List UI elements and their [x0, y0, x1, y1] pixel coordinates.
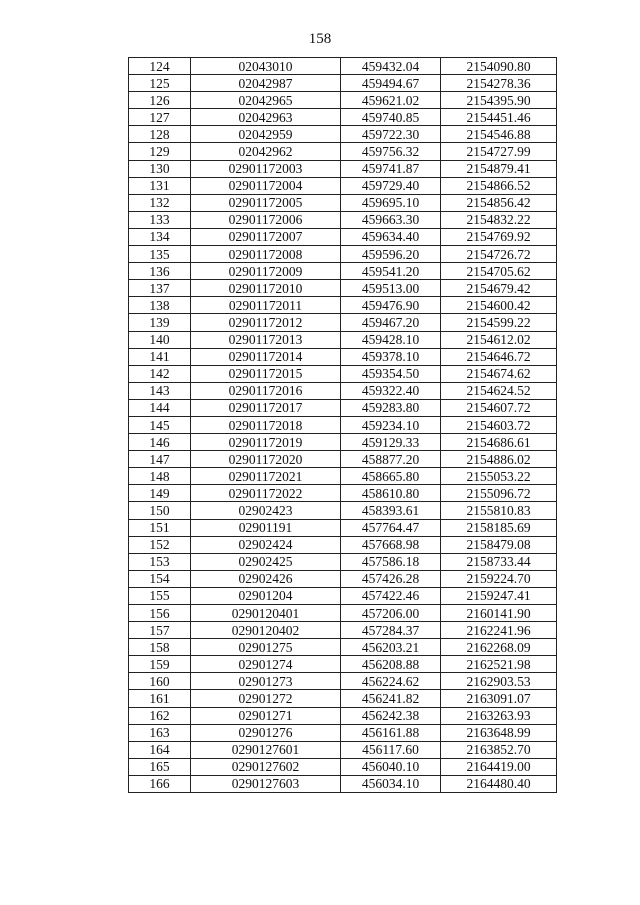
- table-row: [129, 468, 557, 485]
- y-coordinate-cell: 2158479.08: [441, 536, 557, 553]
- x-coordinate-cell: 459663.30: [341, 211, 441, 228]
- row-number-cell: 161: [129, 690, 191, 707]
- table-row: [129, 297, 557, 314]
- y-coordinate-cell: 2162903.53: [441, 673, 557, 690]
- point-code-cell: 02042963: [191, 109, 341, 126]
- point-code-cell: 0290127603: [191, 775, 341, 792]
- x-coordinate-cell: 458393.61: [341, 502, 441, 519]
- y-coordinate-cell: 2154546.88: [441, 126, 557, 143]
- x-coordinate-cell: 457206.00: [341, 605, 441, 622]
- y-coordinate-cell: 2158733.44: [441, 553, 557, 570]
- y-coordinate-cell: 2159247.41: [441, 587, 557, 604]
- y-coordinate-cell: 2154603.72: [441, 416, 557, 433]
- row-number-cell: 134: [129, 228, 191, 245]
- y-coordinate-cell: 2154600.42: [441, 297, 557, 314]
- y-coordinate-cell: 2154866.52: [441, 177, 557, 194]
- point-code-cell: 02901276: [191, 724, 341, 741]
- row-number-cell: 149: [129, 485, 191, 502]
- row-number-cell: 142: [129, 365, 191, 382]
- point-code-cell: 02901172020: [191, 451, 341, 468]
- table-row: [129, 553, 557, 570]
- row-number-cell: 137: [129, 280, 191, 297]
- point-code-cell: 02901172009: [191, 263, 341, 280]
- x-coordinate-cell: 456117.60: [341, 741, 441, 758]
- row-number-cell: 154: [129, 570, 191, 587]
- x-coordinate-cell: 459634.40: [341, 228, 441, 245]
- y-coordinate-cell: 2154769.92: [441, 228, 557, 245]
- row-number-cell: 152: [129, 536, 191, 553]
- point-code-cell: 02042962: [191, 143, 341, 160]
- point-code-cell: 02902424: [191, 536, 341, 553]
- x-coordinate-cell: 457284.37: [341, 622, 441, 639]
- x-coordinate-cell: 459695.10: [341, 194, 441, 211]
- row-number-cell: 158: [129, 639, 191, 656]
- row-number-cell: 160: [129, 673, 191, 690]
- x-coordinate-cell: 457422.46: [341, 587, 441, 604]
- table-row: [129, 75, 557, 92]
- row-number-cell: 136: [129, 263, 191, 280]
- row-number-cell: 155: [129, 587, 191, 604]
- point-code-cell: 02043010: [191, 58, 341, 75]
- point-code-cell: 02901172007: [191, 228, 341, 245]
- table-row: [129, 673, 557, 690]
- x-coordinate-cell: 459596.20: [341, 246, 441, 263]
- table-row: [129, 382, 557, 399]
- y-coordinate-cell: 2158185.69: [441, 519, 557, 536]
- point-code-cell: 02901273: [191, 673, 341, 690]
- row-number-cell: 143: [129, 382, 191, 399]
- x-coordinate-cell: 456203.21: [341, 639, 441, 656]
- row-number-cell: 148: [129, 468, 191, 485]
- y-coordinate-cell: 2163091.07: [441, 690, 557, 707]
- x-coordinate-cell: 459494.67: [341, 75, 441, 92]
- row-number-cell: 140: [129, 331, 191, 348]
- table-row: [129, 416, 557, 433]
- row-number-cell: 163: [129, 724, 191, 741]
- y-coordinate-cell: 2154624.52: [441, 382, 557, 399]
- page-number: 158: [308, 31, 332, 47]
- y-coordinate-cell: 2154679.42: [441, 280, 557, 297]
- table-row: [129, 228, 557, 245]
- table-row: [129, 656, 557, 673]
- point-code-cell: 02901172012: [191, 314, 341, 331]
- table-row: [129, 177, 557, 194]
- x-coordinate-cell: 459741.87: [341, 160, 441, 177]
- table-row: [129, 519, 557, 536]
- row-number-cell: 157: [129, 622, 191, 639]
- x-coordinate-cell: 459428.10: [341, 331, 441, 348]
- table-row: [129, 707, 557, 724]
- table-row: [129, 92, 557, 109]
- table-row: [129, 741, 557, 758]
- point-code-cell: 02901172015: [191, 365, 341, 382]
- point-code-cell: 02901274: [191, 656, 341, 673]
- point-code-cell: 02902426: [191, 570, 341, 587]
- coordinates-table-body: [129, 58, 557, 793]
- table-row: [129, 775, 557, 792]
- table-row: [129, 536, 557, 553]
- x-coordinate-cell: 456241.82: [341, 690, 441, 707]
- point-code-cell: 0290120402: [191, 622, 341, 639]
- row-number-cell: 146: [129, 434, 191, 451]
- y-coordinate-cell: 2154599.22: [441, 314, 557, 331]
- x-coordinate-cell: 456040.10: [341, 758, 441, 775]
- y-coordinate-cell: 2155096.72: [441, 485, 557, 502]
- table-row: [129, 211, 557, 228]
- row-number-cell: 144: [129, 399, 191, 416]
- row-number-cell: 125: [129, 75, 191, 92]
- table-row: [129, 758, 557, 775]
- y-coordinate-cell: 2163648.99: [441, 724, 557, 741]
- table-row: [129, 126, 557, 143]
- y-coordinate-cell: 2154705.62: [441, 263, 557, 280]
- row-number-cell: 159: [129, 656, 191, 673]
- x-coordinate-cell: 459729.40: [341, 177, 441, 194]
- row-number-cell: 135: [129, 246, 191, 263]
- table-row: [129, 724, 557, 741]
- row-number-cell: 130: [129, 160, 191, 177]
- y-coordinate-cell: 2160141.90: [441, 605, 557, 622]
- y-coordinate-cell: 2154612.02: [441, 331, 557, 348]
- x-coordinate-cell: 459354.50: [341, 365, 441, 382]
- table-row: [129, 365, 557, 382]
- point-code-cell: 02901204: [191, 587, 341, 604]
- y-coordinate-cell: 2154686.61: [441, 434, 557, 451]
- row-number-cell: 127: [129, 109, 191, 126]
- y-coordinate-cell: 2162268.09: [441, 639, 557, 656]
- y-coordinate-cell: 2164480.40: [441, 775, 557, 792]
- row-number-cell: 131: [129, 177, 191, 194]
- row-number-cell: 129: [129, 143, 191, 160]
- table-row: [129, 160, 557, 177]
- point-code-cell: 02901172022: [191, 485, 341, 502]
- table-row: [129, 194, 557, 211]
- table-row: [129, 280, 557, 297]
- row-number-cell: 150: [129, 502, 191, 519]
- table-row: [129, 502, 557, 519]
- x-coordinate-cell: 459756.32: [341, 143, 441, 160]
- x-coordinate-cell: 459541.20: [341, 263, 441, 280]
- row-number-cell: 126: [129, 92, 191, 109]
- x-coordinate-cell: 459476.90: [341, 297, 441, 314]
- table-row: [129, 622, 557, 639]
- row-number-cell: 162: [129, 707, 191, 724]
- row-number-cell: 151: [129, 519, 191, 536]
- table-row: [129, 690, 557, 707]
- point-code-cell: 02901172011: [191, 297, 341, 314]
- y-coordinate-cell: 2155053.22: [441, 468, 557, 485]
- x-coordinate-cell: 456208.88: [341, 656, 441, 673]
- row-number-cell: 156: [129, 605, 191, 622]
- y-coordinate-cell: 2154607.72: [441, 399, 557, 416]
- y-coordinate-cell: 2154395.90: [441, 92, 557, 109]
- x-coordinate-cell: 459513.00: [341, 280, 441, 297]
- x-coordinate-cell: 458665.80: [341, 468, 441, 485]
- x-coordinate-cell: 456224.62: [341, 673, 441, 690]
- y-coordinate-cell: 2163263.93: [441, 707, 557, 724]
- row-number-cell: 141: [129, 348, 191, 365]
- x-coordinate-cell: 458877.20: [341, 451, 441, 468]
- x-coordinate-cell: 459234.10: [341, 416, 441, 433]
- row-number-cell: 124: [129, 58, 191, 75]
- y-coordinate-cell: 2163852.70: [441, 741, 557, 758]
- row-number-cell: 138: [129, 297, 191, 314]
- y-coordinate-cell: 2154278.36: [441, 75, 557, 92]
- x-coordinate-cell: 456242.38: [341, 707, 441, 724]
- table-row: [129, 639, 557, 656]
- point-code-cell: 02901172016: [191, 382, 341, 399]
- y-coordinate-cell: 2154726.72: [441, 246, 557, 263]
- x-coordinate-cell: 458610.80: [341, 485, 441, 502]
- row-number-cell: 132: [129, 194, 191, 211]
- x-coordinate-cell: 457668.98: [341, 536, 441, 553]
- y-coordinate-cell: 2154856.42: [441, 194, 557, 211]
- table-row: [129, 246, 557, 263]
- point-code-cell: 02901172008: [191, 246, 341, 263]
- point-code-cell: 02901191: [191, 519, 341, 536]
- table-row: [129, 451, 557, 468]
- point-code-cell: 02902425: [191, 553, 341, 570]
- y-coordinate-cell: 2154646.72: [441, 348, 557, 365]
- point-code-cell: 0290127602: [191, 758, 341, 775]
- x-coordinate-cell: 459322.40: [341, 382, 441, 399]
- table-row: [129, 587, 557, 604]
- point-code-cell: 02901172006: [191, 211, 341, 228]
- x-coordinate-cell: 459283.80: [341, 399, 441, 416]
- table-row: [129, 605, 557, 622]
- y-coordinate-cell: 2154090.80: [441, 58, 557, 75]
- table-row: [129, 314, 557, 331]
- row-number-cell: 139: [129, 314, 191, 331]
- y-coordinate-cell: 2154832.22: [441, 211, 557, 228]
- coordinates-table: [128, 57, 557, 793]
- y-coordinate-cell: 2162241.96: [441, 622, 557, 639]
- x-coordinate-cell: 459722.30: [341, 126, 441, 143]
- point-code-cell: 02901172019: [191, 434, 341, 451]
- point-code-cell: 02901275: [191, 639, 341, 656]
- x-coordinate-cell: 459467.20: [341, 314, 441, 331]
- row-number-cell: 153: [129, 553, 191, 570]
- point-code-cell: 02901272: [191, 690, 341, 707]
- point-code-cell: 02901172003: [191, 160, 341, 177]
- point-code-cell: 0290127601: [191, 741, 341, 758]
- table-row: [129, 434, 557, 451]
- table-row: [129, 399, 557, 416]
- x-coordinate-cell: 457764.47: [341, 519, 441, 536]
- table-row: [129, 485, 557, 502]
- point-code-cell: 02901172018: [191, 416, 341, 433]
- y-coordinate-cell: 2154451.46: [441, 109, 557, 126]
- point-code-cell: 02042965: [191, 92, 341, 109]
- table-row: [129, 263, 557, 280]
- table-row: [129, 143, 557, 160]
- x-coordinate-cell: 457586.18: [341, 553, 441, 570]
- point-code-cell: 02902423: [191, 502, 341, 519]
- row-number-cell: 133: [129, 211, 191, 228]
- row-number-cell: 147: [129, 451, 191, 468]
- x-coordinate-cell: 459378.10: [341, 348, 441, 365]
- row-number-cell: 165: [129, 758, 191, 775]
- x-coordinate-cell: 456034.10: [341, 775, 441, 792]
- table-row: [129, 58, 557, 75]
- point-code-cell: 02901172004: [191, 177, 341, 194]
- y-coordinate-cell: 2155810.83: [441, 502, 557, 519]
- x-coordinate-cell: 459621.02: [341, 92, 441, 109]
- point-code-cell: 02042959: [191, 126, 341, 143]
- point-code-cell: 02901172021: [191, 468, 341, 485]
- y-coordinate-cell: 2154886.02: [441, 451, 557, 468]
- x-coordinate-cell: 459740.85: [341, 109, 441, 126]
- point-code-cell: 02901172005: [191, 194, 341, 211]
- table-row: [129, 570, 557, 587]
- point-code-cell: 02901172013: [191, 331, 341, 348]
- y-coordinate-cell: 2154727.99: [441, 143, 557, 160]
- row-number-cell: 164: [129, 741, 191, 758]
- row-number-cell: 145: [129, 416, 191, 433]
- x-coordinate-cell: 459432.04: [341, 58, 441, 75]
- point-code-cell: 02901271: [191, 707, 341, 724]
- y-coordinate-cell: 2159224.70: [441, 570, 557, 587]
- x-coordinate-cell: 456161.88: [341, 724, 441, 741]
- row-number-cell: 166: [129, 775, 191, 792]
- table-row: [129, 348, 557, 365]
- row-number-cell: 128: [129, 126, 191, 143]
- table-row: [129, 331, 557, 348]
- point-code-cell: 02901172010: [191, 280, 341, 297]
- y-coordinate-cell: 2164419.00: [441, 758, 557, 775]
- point-code-cell: 0290120401: [191, 605, 341, 622]
- table-row: [129, 109, 557, 126]
- point-code-cell: 02901172017: [191, 399, 341, 416]
- y-coordinate-cell: 2154674.62: [441, 365, 557, 382]
- y-coordinate-cell: 2162521.98: [441, 656, 557, 673]
- x-coordinate-cell: 457426.28: [341, 570, 441, 587]
- y-coordinate-cell: 2154879.41: [441, 160, 557, 177]
- point-code-cell: 02901172014: [191, 348, 341, 365]
- point-code-cell: 02042987: [191, 75, 341, 92]
- x-coordinate-cell: 459129.33: [341, 434, 441, 451]
